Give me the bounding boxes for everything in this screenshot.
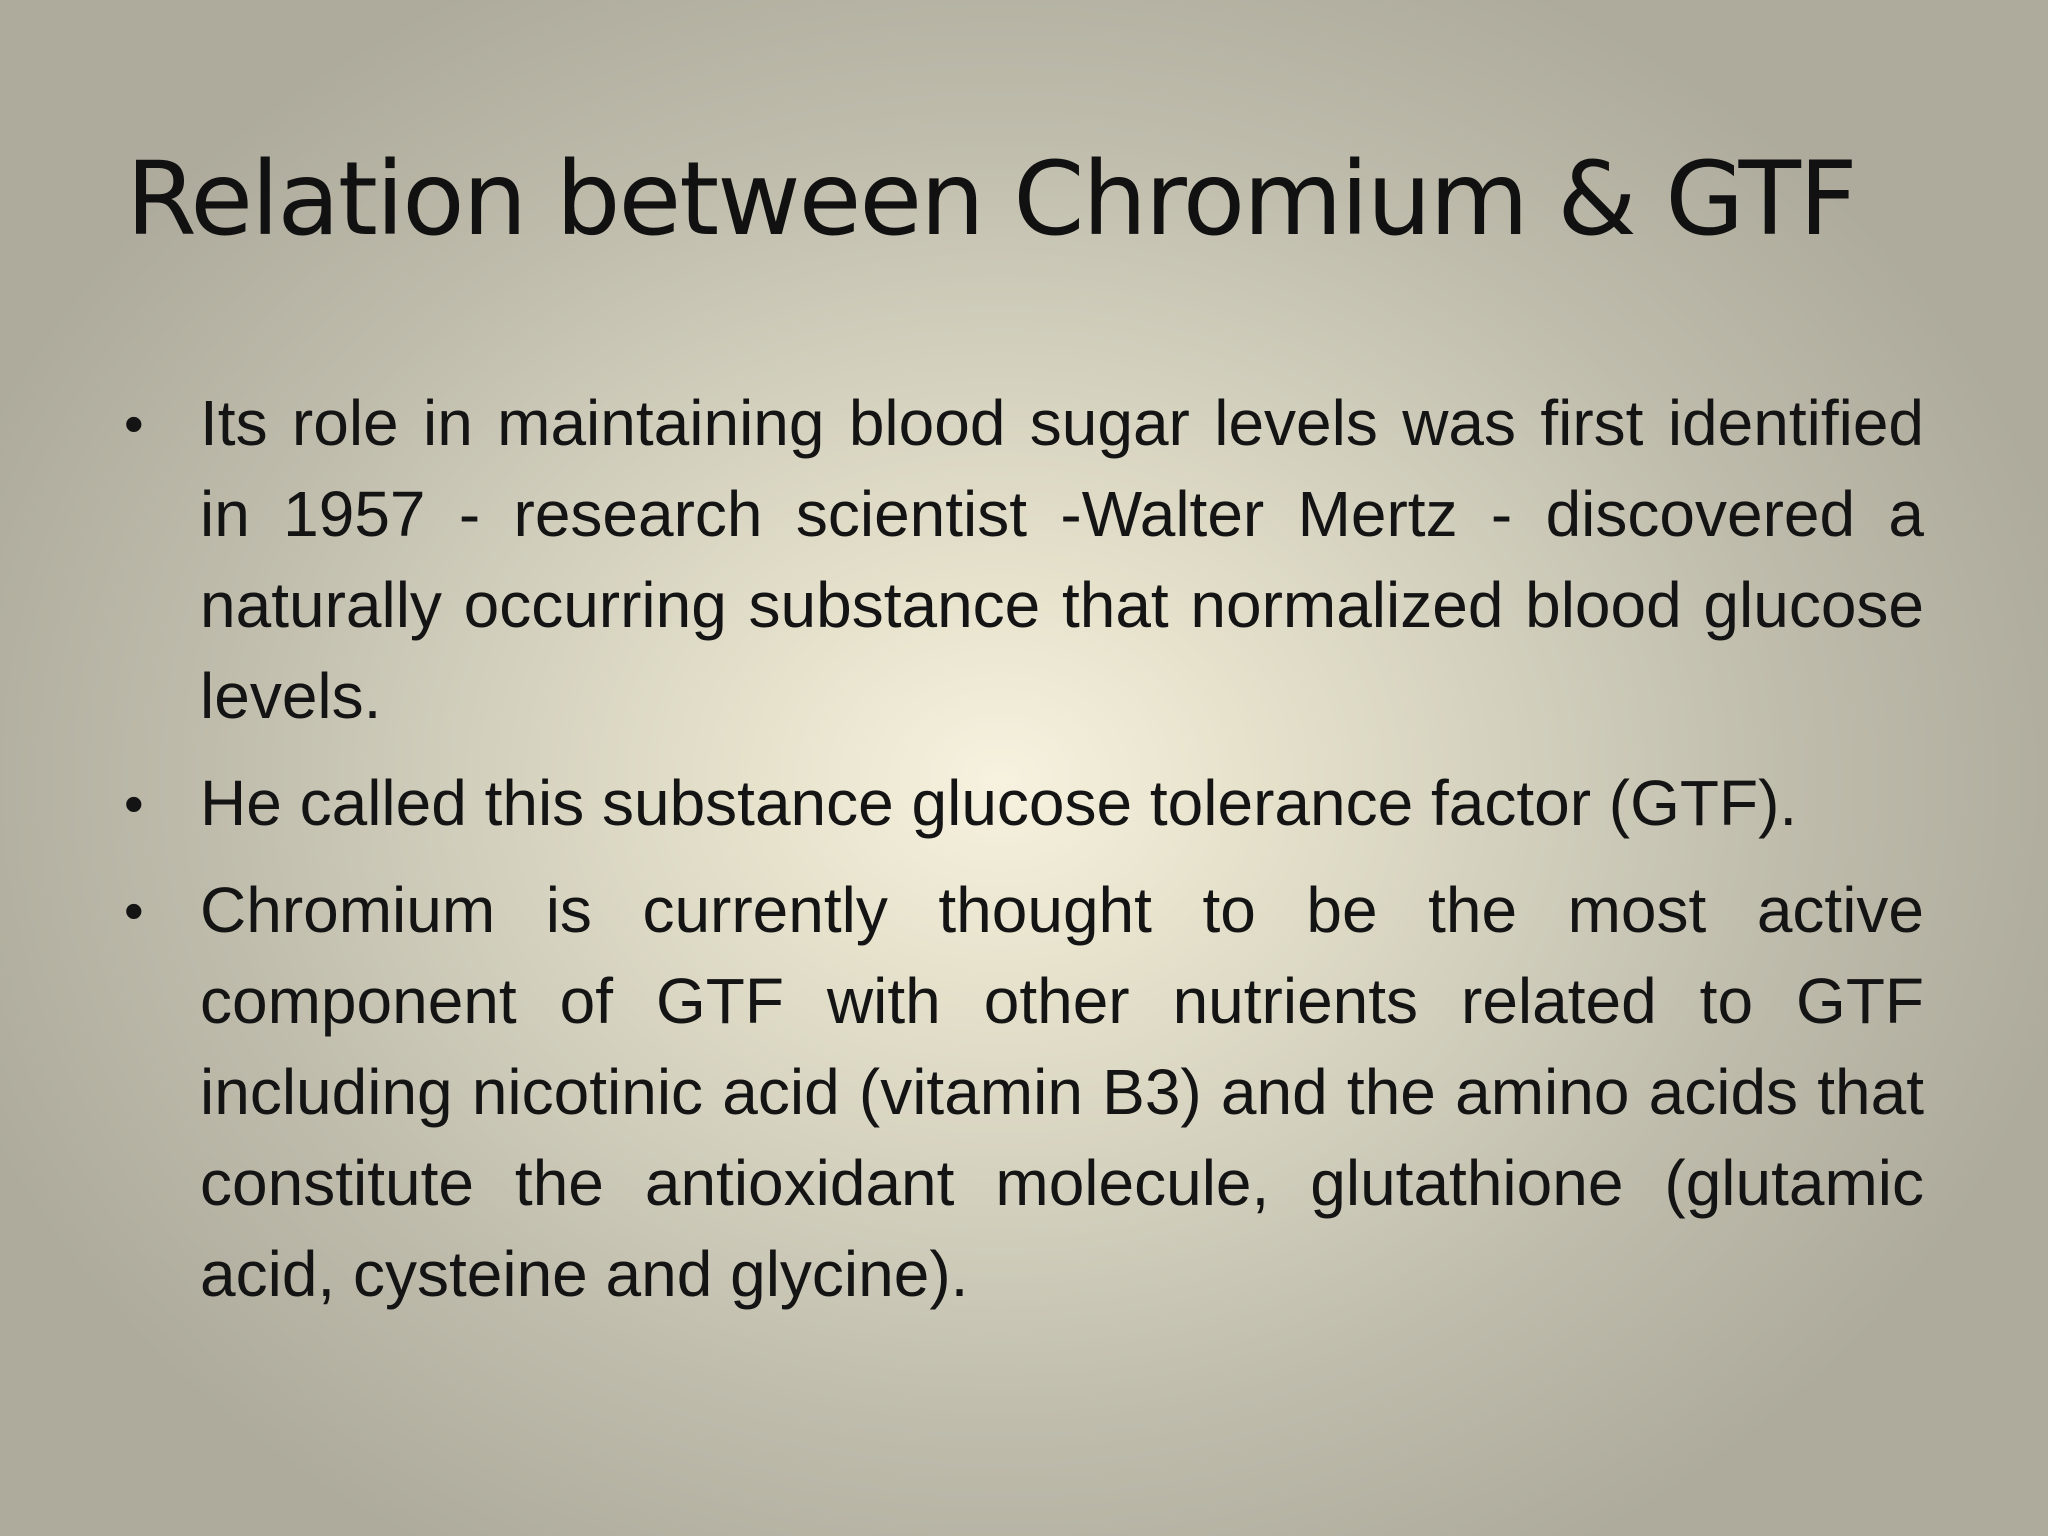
bullet-item [124,378,1924,742]
bullet-item [124,758,1924,849]
bullet-text: Its role in maintaining blood sugar levels was first identified in 1957 - research scientist -Walter Mertz - discovered a naturally occurring substance that normalized blood glucose levels. [200,387,1924,732]
bullet-list [124,378,1924,1336]
bullet-dot-icon: • [124,772,144,835]
slide-title: Relation between Chromium & GTF [126,140,1856,259]
bullet-text: He called this substance glucose tolerance factor (GTF). [200,767,1798,839]
bullet-dot-icon: • [124,392,144,455]
bullet-dot-icon: • [124,879,144,942]
bullet-item [124,865,1924,1320]
bullet-text: Chromium is currently thought to be the most active component of GTF with other nutrients related to GTF including nicotinic acid (vitamin B3) and the amino acids that constitute the antioxidant molecule, glutathione (glutamic acid, cysteine and glycine). [200,874,1924,1310]
